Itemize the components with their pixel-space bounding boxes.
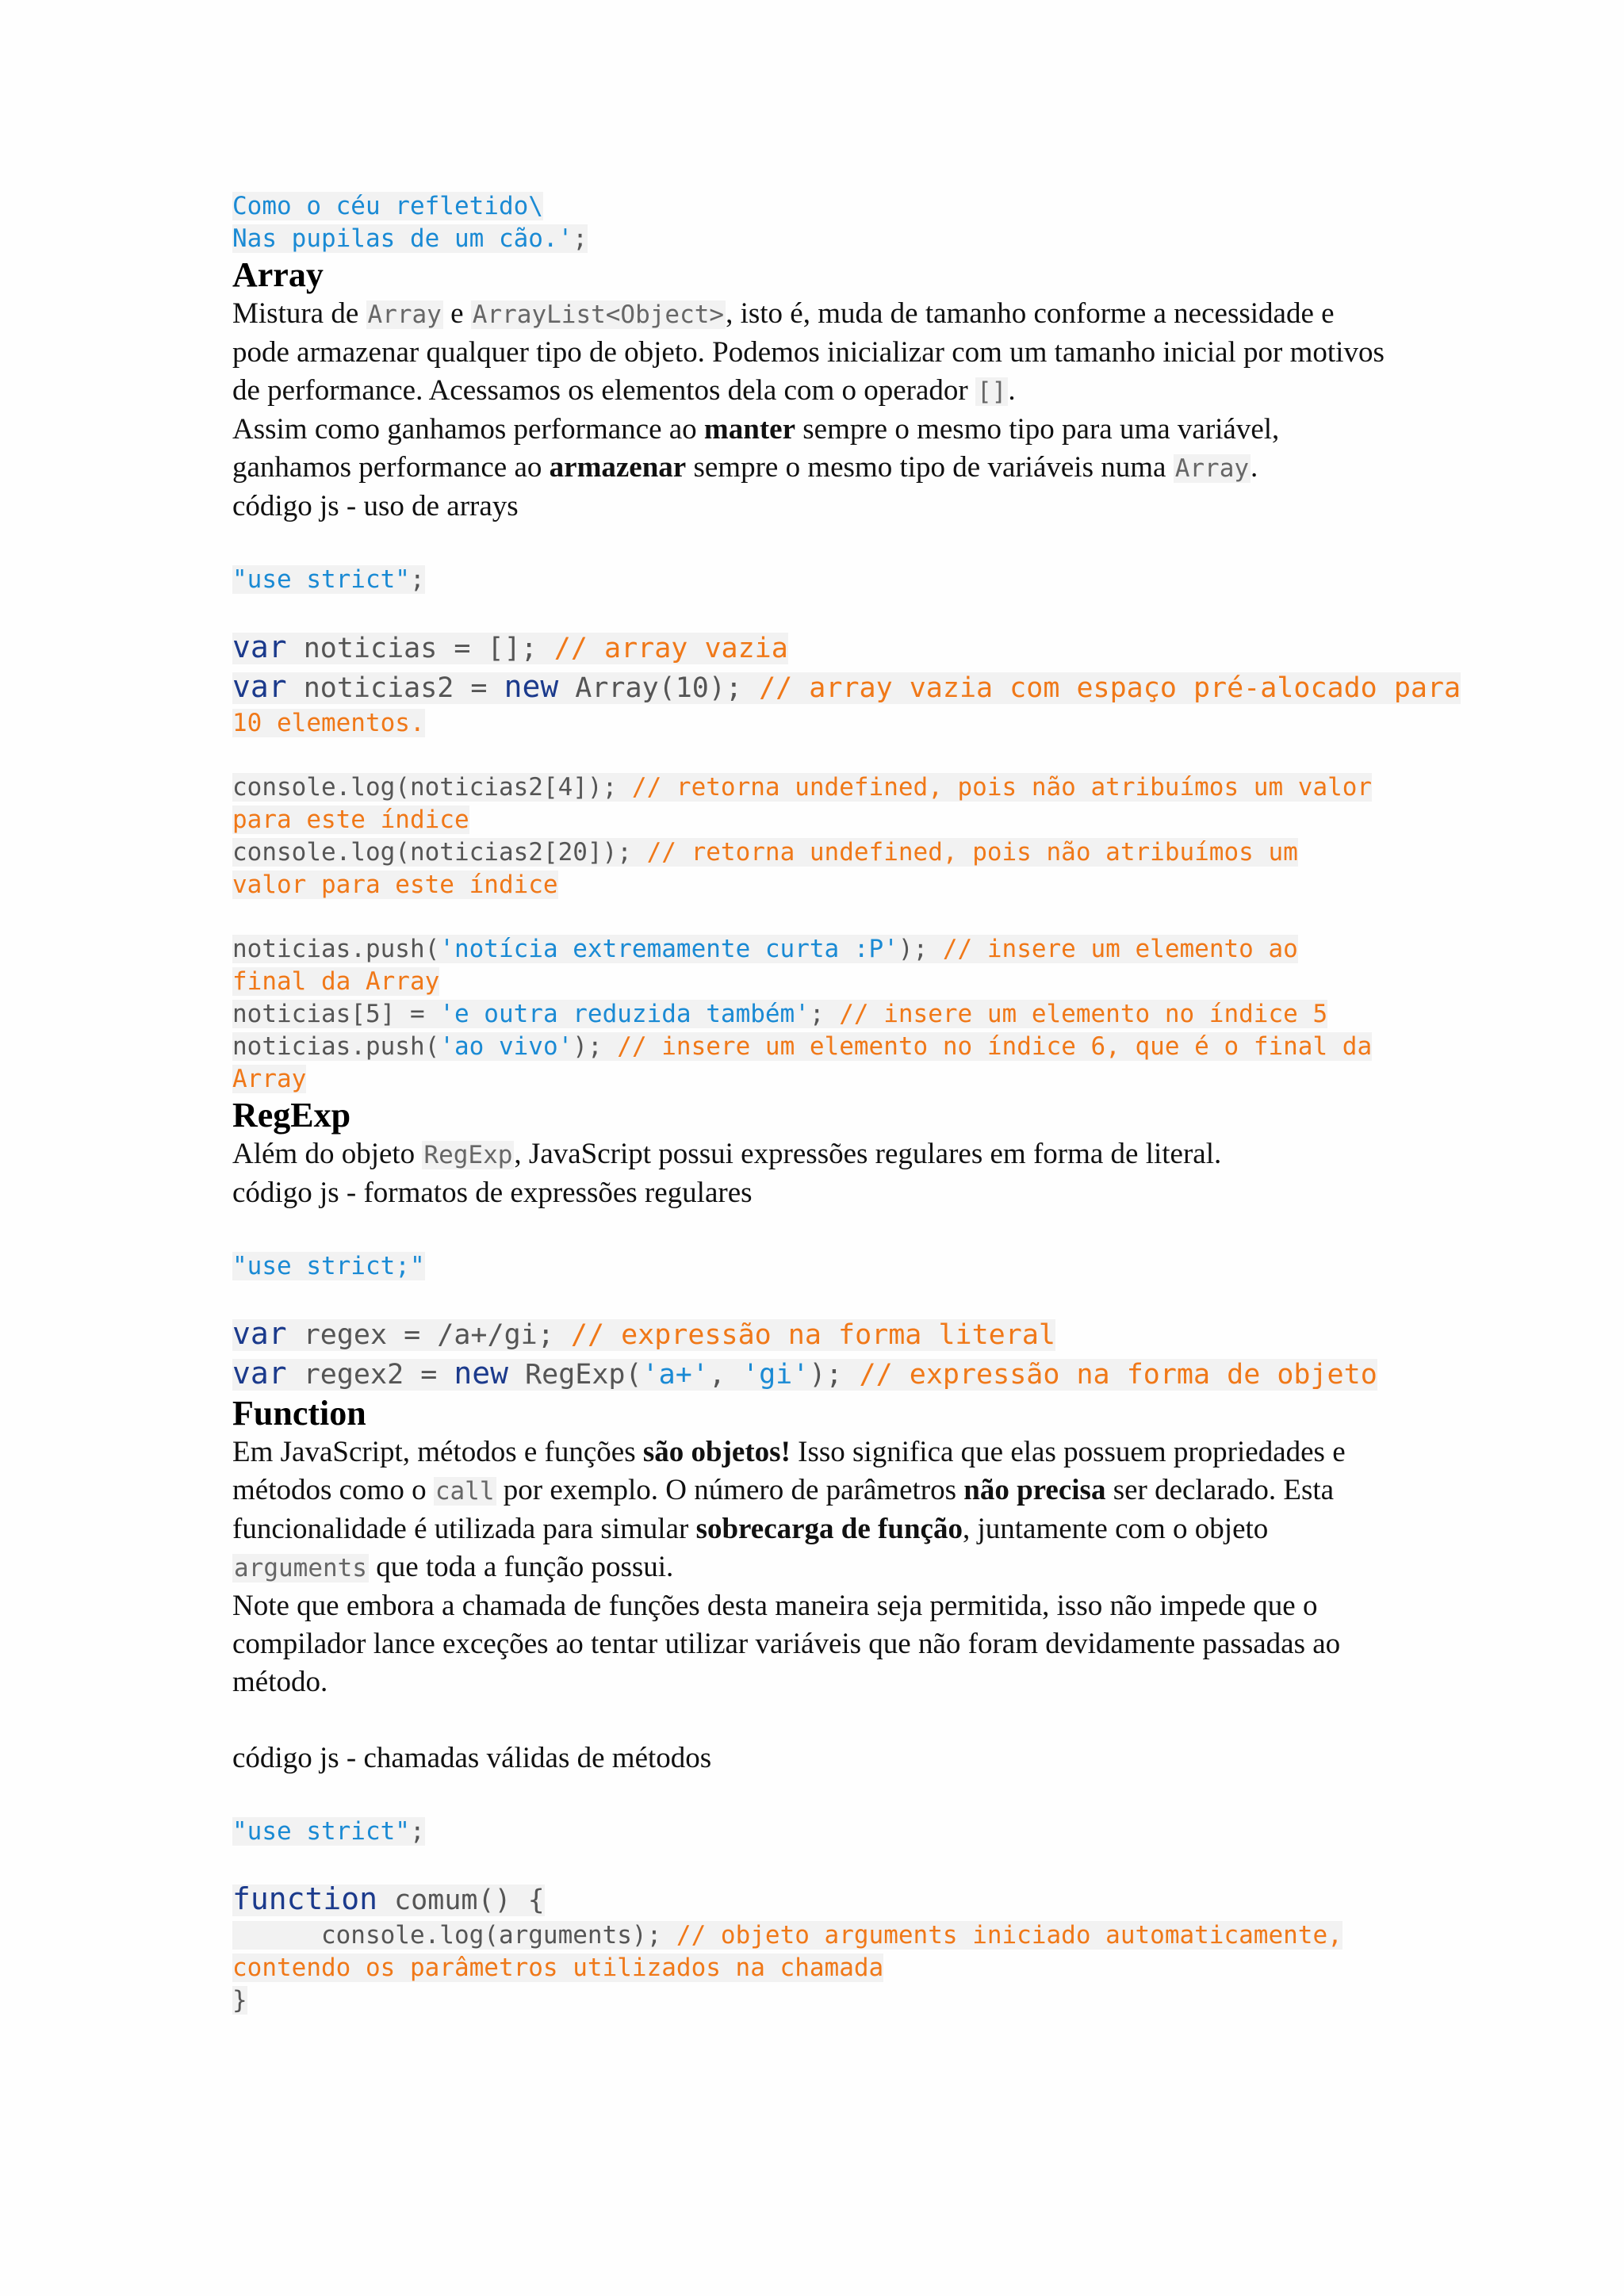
text: Mistura de xyxy=(232,297,366,330)
code-string: 'gi' xyxy=(742,1359,810,1391)
code-line xyxy=(232,1880,1398,1919)
text: por exemplo. O número de parâmetros xyxy=(496,1474,964,1506)
text: . xyxy=(1008,374,1016,407)
paragraph: Note que embora a chamada de funções desta maneira seja permitida, isso não impede que o compilador lance exceções ao tentar utilizar variáveis que não foram devidamente passadas ao método. xyxy=(232,1590,1341,1698)
code-comment: final da Array xyxy=(232,967,440,996)
code-text: console.log(noticias2[4]); xyxy=(232,773,632,802)
code-comment: // expressão na forma literal xyxy=(570,1319,1055,1351)
code-text: noticias.push( xyxy=(232,1032,440,1061)
code-keyword: var xyxy=(232,1316,287,1351)
text: e xyxy=(442,297,471,330)
code-string: "use strict" xyxy=(232,565,410,594)
code-comment: Array xyxy=(232,1065,307,1093)
bold-text: sobrecarga de função xyxy=(695,1513,963,1545)
code-text: console.log(noticias2[20]); xyxy=(232,838,647,867)
code-line xyxy=(232,1952,1398,1984)
code-text: ; xyxy=(573,224,588,253)
section-heading-regexp: RegExp xyxy=(232,1096,351,1135)
code-line xyxy=(232,223,1398,255)
code-text: , xyxy=(708,1359,743,1391)
code-keyword: var xyxy=(232,669,287,704)
code-text: ); xyxy=(809,1359,860,1391)
code-text: noticias2 = xyxy=(286,672,504,704)
text: ser declarado. Esta funcionalidade é utilizada para simular xyxy=(232,1474,1335,1545)
code-comment: // array vazia xyxy=(553,633,788,664)
code-line xyxy=(232,668,1461,707)
text: Em JavaScript, métodos e funções xyxy=(232,1436,643,1468)
paragraph xyxy=(232,295,1398,411)
code-keyword: var xyxy=(232,629,287,664)
code-line xyxy=(232,564,1398,596)
page-content xyxy=(232,190,1461,2017)
code-comment: 10 elementos. xyxy=(232,709,425,737)
code-comment: // insere um elemento no índice 5 xyxy=(839,1000,1328,1028)
code-text: ; xyxy=(409,1817,425,1846)
code-line xyxy=(232,190,1398,223)
code-string: 'e outra reduzida também' xyxy=(439,1000,810,1028)
code-keyword: new xyxy=(454,1356,508,1391)
code-text: } xyxy=(232,1986,247,2015)
text: sempre o mesmo tipo para uma variável, ganhamos performance ao xyxy=(232,413,1280,484)
code-line xyxy=(232,998,1398,1031)
code-text: ); xyxy=(898,935,943,963)
code-comment: // insere um elemento no índice 6, que é o final da xyxy=(617,1032,1373,1061)
text: , JavaScript possui expressões regulares em forma de literal. xyxy=(514,1138,1222,1170)
code-caption: código js - formatos de expressões regulares xyxy=(232,1177,753,1209)
code-line xyxy=(232,1314,1398,1354)
code-line xyxy=(232,628,1398,668)
code-line xyxy=(232,1063,1398,1096)
section-heading-array: Array xyxy=(232,255,324,294)
paragraph xyxy=(232,411,1398,488)
inline-code: [] xyxy=(977,377,1007,406)
text: . xyxy=(1251,451,1258,484)
code-line xyxy=(232,933,1398,966)
bold-text: manter xyxy=(703,413,795,446)
code-comment: // expressão na forma de objeto xyxy=(859,1359,1377,1391)
bold-text: não precisa xyxy=(963,1474,1106,1506)
text: , isto é, muda de tamanho conforme a necessidade e pode armazenar qualquer tipo de objeto. Podemos inicializar com um tamanho inicial por motivos de performance. Acessamos os elementos dela com o operador xyxy=(232,297,1385,407)
text: Assim como ganhamos performance ao xyxy=(232,413,704,446)
code-string: 'notícia extremamente curta :P' xyxy=(439,935,898,963)
code-string: 'ao vivo' xyxy=(439,1032,573,1061)
code-line xyxy=(232,771,1398,804)
inline-code: ArrayList<Object> xyxy=(472,300,725,329)
code-string: 'a+' xyxy=(642,1359,709,1391)
bold-text: armazenar xyxy=(549,451,687,484)
code-text: regex = /a+/gi; xyxy=(286,1319,571,1351)
text: Isso significa que elas possuem propriedades e métodos como o xyxy=(232,1436,1346,1506)
code-comment: valor para este índice xyxy=(232,871,558,899)
code-line xyxy=(232,804,1398,836)
text: sempre o mesmo tipo de variáveis numa xyxy=(686,451,1174,484)
code-keyword: var xyxy=(232,1356,287,1391)
code-comment: // retorna undefined, pois não atribuímos um xyxy=(646,838,1298,867)
code-comment: // retorna undefined, pois não atribuímos um valor xyxy=(631,773,1373,802)
code-line xyxy=(232,1816,1398,1848)
code-string: "use strict" xyxy=(232,1817,410,1846)
text: , juntamente com o objeto xyxy=(962,1513,1269,1545)
code-string: "use strict;" xyxy=(232,1252,425,1280)
code-line xyxy=(232,1984,1398,2017)
bold-text: são objetos! xyxy=(642,1436,791,1468)
code-line xyxy=(232,707,1398,740)
inline-code: arguments xyxy=(234,1554,367,1582)
code-text: Array(10); xyxy=(558,672,760,704)
paragraph xyxy=(232,1433,1398,1587)
code-keyword: new xyxy=(504,669,559,704)
paragraph xyxy=(232,1135,1398,1174)
code-caption: código js - uso de arrays xyxy=(232,490,519,522)
code-text: noticias[5] = xyxy=(232,1000,440,1028)
code-caption: código js - chamadas válidas de métodos xyxy=(232,1742,712,1774)
code-text: regex2 = xyxy=(286,1359,454,1391)
code-string: Nas pupilas de um cão.' xyxy=(232,224,573,253)
code-comment: // objeto arguments iniciado automaticamente, xyxy=(676,1921,1342,1950)
inline-code: RegExp xyxy=(423,1141,513,1169)
code-keyword: function xyxy=(232,1881,378,1916)
text: que toda a função possui. xyxy=(368,1551,674,1583)
code-line xyxy=(232,1354,1398,1394)
code-text: RegExp( xyxy=(508,1359,642,1391)
code-text: ; xyxy=(809,1000,840,1028)
code-line xyxy=(232,836,1398,869)
code-line xyxy=(232,1031,1398,1063)
code-line xyxy=(232,1919,1398,1952)
section-heading-function: Function xyxy=(232,1394,366,1433)
inline-code: Array xyxy=(1174,454,1250,483)
code-string: Como o céu refletido\ xyxy=(232,192,543,220)
inline-code: Array xyxy=(367,300,442,329)
code-comment: // insere um elemento ao xyxy=(942,935,1298,963)
code-text: ); xyxy=(573,1032,618,1061)
code-line xyxy=(232,869,1398,901)
text: Além do objeto xyxy=(232,1138,423,1170)
code-comment: para este índice xyxy=(232,806,469,834)
code-line xyxy=(232,966,1398,998)
code-comment: contendo os parâmetros utilizados na chamada xyxy=(232,1954,884,1982)
code-comment: // array vazia com espaço pré-alocado para xyxy=(759,672,1461,704)
inline-code: call xyxy=(435,1477,495,1506)
code-text: ; xyxy=(409,565,425,594)
code-text: noticias = []; xyxy=(286,633,554,664)
code-text: comum() { xyxy=(377,1885,545,1916)
code-line xyxy=(232,1250,1398,1283)
code-text: noticias.push( xyxy=(232,935,440,963)
code-text: console.log(arguments); xyxy=(232,1921,676,1950)
